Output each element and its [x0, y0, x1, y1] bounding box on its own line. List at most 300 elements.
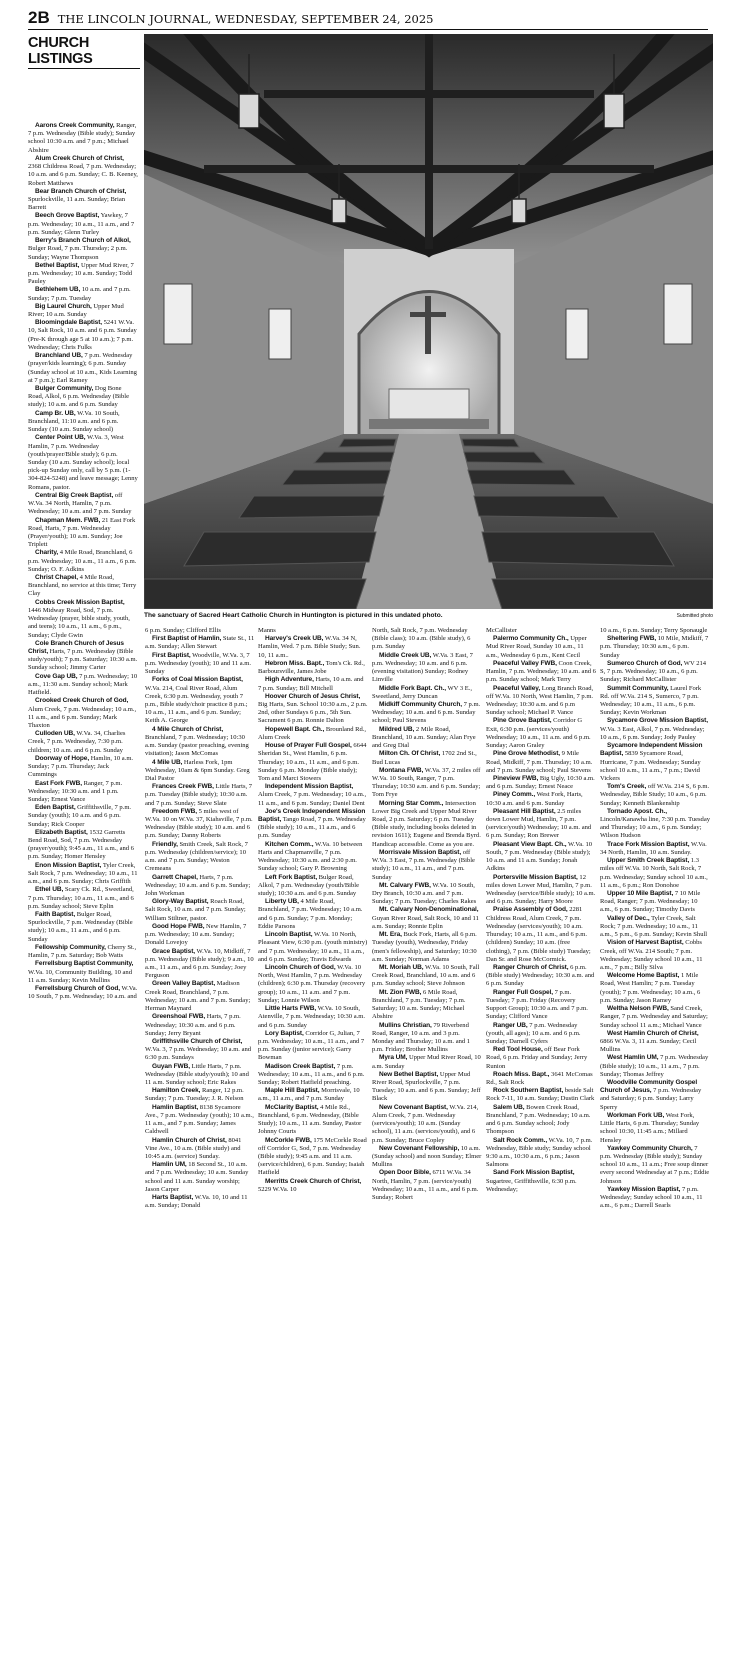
church-listing	[145, 1063, 255, 1088]
church-details: 7 p.m. Wednesday (Bible study); Sunday school 10 a.m., 11 a.m.; Free soup dinner every second Wednesday at 7 p.m.; Eddie Johnson	[600, 1144, 710, 1185]
church-listing	[372, 849, 482, 882]
church-listing	[145, 1013, 255, 1038]
church-listing	[258, 1030, 368, 1063]
church-listing	[372, 726, 482, 751]
church-details: W.Va. 10 between Harts and Chapmanville, 7 p.m. Wednesday; 10:30 a.m. and 2:30 p.m. Sunday school; Gary P. Browning	[258, 840, 363, 873]
church-details: 4 Mile Rd., Branchland, 6 p.m. Wednesday, (Bible Study); 10 a.m., 11 a.m. Sunday, Pastor Johnny Courts	[258, 1103, 362, 1136]
church-listing	[486, 906, 596, 964]
church-details: off W.Va. 34 North, Hamlin, 7 p.m. Wednesday; 10 a.m. and 7 p.m. Sunday	[28, 491, 132, 516]
church-name: Sycamore Grove Mission Baptist,	[607, 717, 708, 725]
church-listing	[486, 808, 596, 841]
church-details: 10 Mile, Midkiff, 7 p.m. Thursday; 10:30 a.m., 6 p.m. Sunday	[600, 635, 709, 659]
church-listing	[145, 652, 255, 677]
church-listing	[600, 972, 710, 1005]
church-listing	[486, 1104, 596, 1137]
church-name: House of Prayer Full Gospel,	[265, 742, 352, 750]
church-details: Little Harts, 7 p.m. Wednesday (Bible study/youth); 10 and 11 a.m. Sunday school; Eric Rakes	[145, 1062, 249, 1087]
church-name: Faith Baptist,	[35, 911, 76, 918]
church-details: 4 Mile Road, Branchland, 7 p.m. Wednesday; 10 a.m. and 6 p.m. Sunday; 7 p.m. Monday; Eddie Parsons	[258, 898, 363, 930]
church-listing	[258, 841, 368, 874]
church-name: Eden Baptist,	[35, 804, 76, 812]
church-details: W.Va. 10, 10 and 11 a.m. Sunday; Donald	[145, 1194, 248, 1210]
church-details: Tom's Ck. Rd., Barboursville, James Jobe	[258, 659, 365, 676]
church-details: 7 p.m. Wednesday; 10 a.m., 11 a.m., and 6 p.m. Sunday; Robert Hatfield preaching.	[258, 1062, 365, 1087]
church-details: 5229 W.Va. 10	[258, 1185, 297, 1193]
church-details: Big Ugly, 10:30 a.m. and 6 p.m. Sunday; Ernest Neace	[486, 774, 595, 791]
church-name: Independent Mission Baptist,	[265, 783, 354, 791]
church-listing	[258, 898, 368, 931]
church-details: State St., 11 a.m. Sunday; Allen Stewart	[145, 635, 255, 651]
church-name: Center Point UB,	[35, 434, 86, 442]
church-listing	[600, 1145, 710, 1186]
church-details: WV 214 S, 7 p.m. Wednesday; 10 a.m., 6 p.m. Sunday; Richard McCallister	[600, 659, 707, 684]
church-listing	[145, 1161, 255, 1194]
church-name: Hebron Miss. Bapt.,	[265, 659, 325, 667]
listing-column-6	[600, 627, 710, 1650]
church-name: Pleasant Hill Baptist,	[493, 807, 556, 815]
church-name: Upper 10 Mile Baptist,	[607, 890, 674, 897]
church-details: W.Va. 3 East, 7 p.m. Wednesday; 10 a.m. and 6 p.m. (evening visitation) Sunday; Rodney Linville	[372, 651, 473, 684]
church-details: 2281 Childress Road, Alum Creek, 7 p.m. Wednesday (services/youth); 10 a.m. Thursday; 10 a.m., 11 a.m., and 6 p.m. (children) Sunday; 10 a.m. (free clothing), 7 p.m. (Bible study) Tuesday; Dan Sr. and Rose McCormick.	[486, 906, 591, 963]
church-name: Left Fork Baptist,	[265, 873, 318, 881]
church-name: Friendly,	[152, 840, 178, 848]
church-listing	[372, 1071, 482, 1104]
church-details: McCallister	[486, 627, 517, 634]
church-name: McCorkle FWB,	[265, 1136, 312, 1144]
church-details: Long Branch Road, off W.Va. 10 North, West Hamlin, 7 p.m. Wednesday; 10:30 a.m. and 6 p.m Sunday school; Michael P. Vance	[486, 684, 594, 717]
church-listing	[600, 1079, 710, 1112]
church-listing	[372, 989, 482, 1022]
church-listing	[145, 980, 255, 1013]
church-listing	[372, 800, 482, 849]
church-listing	[28, 434, 138, 492]
church-details: Ranger, 7 p.m. Wednesday (Bible study); Sunday school 10:30 a.m. and 7 p.m.; Michael Abshire	[28, 122, 137, 154]
sanctuary-photo	[144, 34, 713, 609]
church-name: Harts Baptist,	[152, 1194, 194, 1202]
church-name: High Adventure,	[265, 676, 314, 684]
church-name: Workman Fork UB,	[607, 1111, 665, 1119]
church-name: Ranger UB,	[493, 1021, 528, 1029]
church-listing	[372, 882, 482, 907]
church-name: Vision of Harvest Baptist,	[607, 939, 684, 947]
church-listing	[28, 262, 138, 287]
church-listing	[145, 1194, 255, 1210]
church-name: Big Laurel Church,	[35, 302, 92, 310]
church-listing	[28, 286, 138, 302]
church-listing	[145, 726, 255, 759]
church-listing	[28, 549, 138, 574]
church-details: WV 3 E., Sweetland, Jerry Duncan	[372, 684, 473, 700]
church-name: Tornado Apost. Ch.,	[607, 807, 667, 815]
church-details: Corridor G Exit, 6:30 p.m. (services/youth) Wednesday; 10 a.m., 11 a.m. and 6 p.m. Sunday; Aaron Graley	[486, 717, 591, 750]
church-listing	[258, 742, 368, 783]
church-name: Hamlin Baptist,	[152, 1103, 199, 1111]
church-details: 7 p.m. Wednesday (youth, all ages); 10 a.m. and 6 p.m. Sunday; Darnell Cyfers	[486, 1021, 581, 1045]
church-listing	[372, 1104, 482, 1145]
church-listing	[28, 829, 138, 862]
church-listing	[600, 1005, 710, 1030]
church-name: Chapman Mem. FWB,	[35, 516, 101, 524]
church-name: Mt. Calvary FWB,	[379, 881, 431, 889]
church-details: 10 a.m. (Sunday school) and noon Sunday; Elmer Mullins	[372, 1144, 482, 1169]
church-name: Crooked Creek Church of God,	[35, 697, 129, 705]
church-details: Spurlockville, 11 a.m. Sunday; Brian Barrett	[28, 195, 126, 212]
church-listing	[258, 931, 368, 964]
church-details: off W.Va. 3 East, 7 p.m. Wednesday (Bible study); 10 a.m., 11 a.m., and 7 p.m. Sunday	[372, 848, 475, 881]
church-listing	[28, 886, 138, 911]
church-listing	[28, 944, 138, 960]
church-details: W.Va. 3, 7 p.m. Wednesday; 10 a.m. and 6:30 p.m. Sundays	[145, 1046, 252, 1062]
church-details: 7 p.m. Wednesday (prayer/kids learning); 6 p.m. Sunday (Sunday school at 10 a.m., Kids Learning at 7 p.m.); Earl Ramey	[28, 352, 137, 384]
church-details: Griffithsville, 7 p.m. Sunday (youth); 10 a.m. and 6 p.m. Sunday; Rick Cooper	[28, 804, 132, 828]
church-details: 2368 Childress Road, 7 p.m. Wednesday; 10 a.m. and 6 p.m. Sunday; C. B. Keeney, Robert Matthews	[28, 163, 138, 187]
masthead	[28, 8, 708, 28]
church-details: Brounland Rd., Alum Creek	[258, 725, 367, 741]
church-name: Welcome Home Baptist,	[607, 972, 680, 980]
church-details: W.Va. 10 South, 7 p.m. Wednesday; 10 a.m. and	[28, 984, 138, 1001]
church-details: W.Va. 37, 2 miles off W.Va. 10 South, Ranger, 7 p.m. Thursday; 10:30 a.m. and 6 p.m. Sunday; Tom Frye	[372, 766, 481, 799]
church-listing	[372, 627, 482, 652]
church-details: W.Va. 3 East, Alkol, 7 p.m. Wednesday; 10 a.m., 6 p.m. Sunday; Jody Pauley	[600, 725, 705, 741]
church-listing	[258, 783, 368, 808]
church-listing	[486, 964, 596, 989]
church-name: Trace Fork Mission Baptist,	[607, 840, 690, 848]
church-details: 10 a.m., 6 p.m. Sunday; Terry Sponaugle	[600, 627, 708, 634]
church-details: 2.5 miles down Lower Mud, Hamlin, 7 p.m. (service/youth) Wednesday; 10 a.m. and 6 p.m. Sunday; Ron Brewer	[486, 807, 592, 840]
church-details: 5241 W.Va. 10, Salt Rock, 10 a.m. and 6 p.m. Sunday (Pre-K through age 5 at 10 a.m.); 7 p.m. Wednesday; Chris Fulks	[28, 319, 137, 351]
listing-column-2	[145, 627, 255, 1650]
church-details: 1702 2nd St., Bud Lucas	[372, 750, 477, 766]
church-details: Upper Mud River; 10 a.m. Sunday	[28, 302, 124, 319]
church-name: Harvey's Creek UB,	[265, 635, 324, 643]
church-listing	[258, 1178, 368, 1194]
church-name: Mt. Zion FWB,	[379, 988, 422, 996]
church-listing	[28, 640, 138, 673]
church-listing	[372, 906, 482, 931]
church-details: 1446 Midway Road, Sod, 7 p.m. Wednesday (prayer, bible study, youth, and teens); 10 a.m., 11 a.m., 6 p.m., Sunday; Clyde Gwin	[28, 606, 130, 639]
church-name: Myra UM,	[379, 1054, 408, 1062]
church-name: Ethel UB,	[35, 886, 64, 894]
church-name: New Bethel Baptist,	[379, 1070, 439, 1078]
church-name: Ranger Full Gospel,	[493, 988, 553, 996]
church-details: Yawkey, 7 p.m. Wednesday; 10 a.m., 11 a.m., and 7 p.m. Sunday; Glenn Turley	[28, 212, 135, 236]
church-details: 4 Mile Road, Branchland, 6 p.m. Wednesday; 10 a.m., 11 a.m., 6 p.m. Sunday; O. F. Adkins	[28, 549, 137, 573]
church-listing	[372, 1054, 482, 1070]
church-name: Camp Br. UB,	[35, 409, 76, 417]
church-listing	[600, 1054, 710, 1079]
church-details: Harts, 7 p.m. Wednesday; 10:30 a.m. and 6 p.m. Sunday; Jerry Bryant	[145, 1013, 241, 1037]
church-name: Lincoln Church of God,	[265, 963, 336, 971]
church-name: Sheltering FWB,	[607, 635, 657, 643]
church-details: 8138 Sycamore Ave., 7 p.m. Wednesday (youth); 10 a.m., 11 a.m., and 7 p.m. Sunday; James Caldwell	[145, 1103, 254, 1136]
church-name: Frances Creek FWB,	[152, 783, 214, 791]
church-listing	[486, 1087, 596, 1103]
church-listing	[372, 767, 482, 800]
church-details: Hamlin, 10 a.m. Sunday; 7 p.m. Thursday; Jack Cummings	[28, 754, 134, 779]
church-name: Green Valley Baptist,	[152, 980, 216, 988]
church-name: Hamlin UM,	[152, 1161, 187, 1169]
church-listing	[372, 685, 482, 701]
church-details: 7 p.m. Wednesday and Saturday; 6 p.m. Sunday; Larry Sperry	[600, 1087, 702, 1111]
church-name: Yawkey Community Church,	[607, 1144, 693, 1152]
church-name: Bulger Community,	[35, 385, 94, 392]
church-details: Bulger Road, Spurlockville, 7 p.m. Wednesday (Bible study); 10 a.m., 11 a.m., and 6 p.m. Sunday	[28, 911, 133, 943]
church-name: Liberty UB,	[265, 898, 299, 906]
church-listing	[486, 635, 596, 660]
church-details: 3641 McComas Rd., Salt Rock	[486, 1070, 593, 1087]
church-details: W.Va. 10 South, Fall Creek Road, Branchland, 10 a.m. and 6 p.m. Sunday school; Steve Johnson	[372, 963, 480, 988]
church-details: 6 p.m. Sunday; Clifford Ellis	[145, 627, 221, 634]
church-name: Pine Grove Methodist,	[493, 750, 561, 758]
church-name: 4 Mile Church of Christ,	[152, 725, 224, 733]
church-name: Maple Hill Baptist,	[265, 1087, 320, 1095]
church-listing	[28, 730, 138, 755]
church-listing	[600, 857, 710, 890]
church-name: Kitchen Comm.,	[265, 840, 314, 848]
church-name: Little Harts FWB,	[265, 1005, 317, 1013]
church-details: Alum Creek, 7 p.m. Wednesday; 10 a.m., 11 a.m., and 6 p.m. Sunday; Mark Thaxton	[28, 705, 137, 729]
church-details: W.Va. 34, Charlies Creek, 7 p.m. Wednesday, 7:30 p.m. children; 10 a.m. and 6 p.m. Sunday	[28, 730, 126, 754]
church-name: Glory-Way Baptist,	[152, 898, 209, 906]
church-listing	[258, 676, 368, 692]
church-details: Bowen Creek Road, Branchland, 7 p.m. Wednesday; 10 a.m. and 6 p.m. Sunday school; Jody Thompson	[486, 1103, 591, 1136]
church-name: Mildred UB,	[379, 725, 415, 733]
church-name: Bethel Baptist,	[35, 261, 80, 269]
page-number: 2B	[28, 8, 50, 27]
church-name: Mt. Era,	[379, 931, 402, 939]
church-name: Sumerco Church of God,	[607, 659, 683, 667]
church-listing	[486, 627, 596, 635]
church-details: 7 p.m. Wednesday; 10 a.m. and 6 p.m. Sunday school; Paul Stevens	[372, 700, 481, 725]
church-name: Cove Gap UB,	[35, 672, 78, 680]
church-details: Coon Creek, Hamlin, 7 p.m. Wednesday; 10 a.m. and 6 p.m. Sunday school; Mark Terry	[486, 659, 596, 684]
church-listing	[486, 750, 596, 775]
church-name: Bear Branch Church of Christ,	[35, 187, 127, 195]
church-name: Sand Fork Mission Baptist,	[493, 1169, 575, 1177]
church-details: 1.3 miles off W.Va. 10 North, Salt Rock, 7 p.m. Wednesday; Sunday school 10 a.m., 11 a.m., 6 p.m.; Ron Donohoe	[600, 857, 708, 889]
church-name: Joe's Creek Independent Mission Baptist,	[258, 807, 366, 824]
church-listing	[145, 1104, 255, 1137]
church-details: Manns	[258, 627, 276, 634]
church-details: 6711 W.Va. 34 North, Hamlin, 7 p.m. (service/youth) Wednesday; 10 a.m., 11 a.m., and 6 p.m. Sunday; Robert	[372, 1169, 479, 1202]
church-listing	[258, 1104, 368, 1137]
church-listing	[486, 1169, 596, 1194]
church-details: W.Va. 34 North, Hamlin, 10 a.m. Sunday.	[600, 840, 707, 856]
church-name: Berry's Branch Church of Alkol,	[35, 237, 131, 245]
church-name: Open Door Bible,	[379, 1169, 431, 1177]
church-name: New Covenant Baptist,	[379, 1103, 448, 1111]
church-listing	[258, 660, 368, 676]
church-details: Smith Creek, Salt Rock, 7 p.m. Wednesday (children/service); 10 a.m. and 7 p.m. Sunday; Weston Cremeans	[145, 840, 248, 873]
church-name: Salt Rock Comm.,	[493, 1136, 548, 1144]
church-name: Freedom FWB,	[152, 807, 197, 815]
church-name: West Hamlin UM,	[607, 1054, 659, 1062]
church-name: Woodville Community Gospel Church of Jesus,	[600, 1079, 698, 1095]
church-details: Guyan River Road, Salt Rock, 10 and 11 a.m. Sunday; Ronnie Eplin	[372, 914, 479, 930]
church-name: Elizabeth Baptist,	[35, 828, 88, 836]
church-listing	[28, 352, 138, 385]
church-name: Guyan FWB,	[152, 1062, 190, 1070]
church-listing	[28, 755, 138, 780]
church-details: Ranger, 7 p.m. Wednesday; 10:30 a.m. and 1 p.m. Sunday; Ernest Vance	[28, 779, 123, 803]
church-listing	[28, 492, 138, 517]
church-name: Roach Miss. Bapt.,	[493, 1070, 550, 1078]
church-details: W.Va. 3, West Hamlin, 7 p.m. Wednesday (youth/prayer/Bible study); 6 p.m. Sunday (10 a.m. Sunday school); local pick-up Sunday only, call by 5 p.m. (1-304-824-5248) and leave message; Lenny Romans, pastor.	[28, 434, 138, 491]
church-details: beside Salt Rock 7-11, 10 a.m. Sunday; Dustin Clark	[486, 1087, 595, 1103]
church-name: West Hamlin Church of Christ,	[607, 1029, 699, 1037]
church-listing	[28, 155, 138, 188]
church-listing	[145, 874, 255, 899]
church-details: 5 miles west of W.Va. 10 on W.Va. 37, Kiahsville, 7 p.m. Wednesday (Bible study); 10 a.m. and 6 p.m. Sunday; Danny Roberts	[145, 807, 253, 840]
church-details: West Fork, Harts, 10:30 a.m. and 6 p.m. Sunday	[486, 791, 583, 807]
church-details: W.Va. 34 N, Hamlin, Wed. 7 p.m. Bible Study; Sun. 10, 11 a.m..	[258, 635, 361, 659]
church-listing	[145, 923, 255, 948]
church-listing	[372, 931, 482, 964]
church-listing	[145, 676, 255, 725]
church-listing	[486, 841, 596, 874]
church-listing	[372, 652, 482, 685]
church-details: 7 p.m. Tuesday; 7 p.m. Friday (Recovery Support Group); 10:30 a.m. and 7 p.m. Sunday; Clifford Vance	[486, 988, 588, 1021]
church-name: Morrisvale Mission Baptist,	[379, 848, 462, 856]
church-listing	[600, 660, 710, 685]
church-name: Cole Branch Church of Jesus Christ,	[28, 639, 124, 655]
church-listing	[600, 1112, 710, 1145]
church-listing	[486, 1071, 596, 1087]
church-details: Little Harts, 7 p.m. Tuesday (Bible study); 10:30 a.m. and 7 p.m. Sunday; Steve Slate	[145, 783, 253, 807]
photo-credit: Submitted photo	[676, 613, 713, 619]
sanctuary-illustration	[144, 34, 713, 609]
church-details: off Bear Fork Road, 6 p.m. Friday and Sunday; Jerry Runion	[486, 1046, 588, 1070]
church-details: 6 p.m. (Bible study) Wednesday; 10:30 a.m. and 6 p.m. Sunday	[486, 963, 595, 988]
church-listing	[28, 385, 138, 410]
church-listing	[145, 898, 255, 923]
church-name: Mt. Calvary Non-Denominational,	[379, 906, 479, 914]
photo-caption	[144, 612, 713, 619]
church-details: W.Va. 10 South, Dry Branch, 10:30 a.m. and 7 p.m. Sunday; 7 p.m. Tuesday; Charles Rakes	[372, 881, 477, 906]
church-listing	[28, 517, 138, 550]
church-listing	[600, 1186, 710, 1211]
church-name: Ferrellsburg Baptist Community,	[35, 960, 134, 968]
church-name: Enon Mission Baptist,	[35, 861, 102, 869]
church-name: Middle Creek UB,	[379, 651, 432, 659]
church-name: Salem UB,	[493, 1103, 525, 1111]
church-details: Woodville, W.Va. 3, 7 p.m. Wednesday (youth); 10 and 11 a.m. Sunday	[145, 651, 252, 676]
church-name: Hopewell Bapt. Ch.,	[265, 725, 325, 733]
church-name: East Fork FWB,	[35, 779, 82, 787]
listing-column-1	[28, 122, 138, 1650]
church-listing	[145, 948, 255, 981]
church-name: Morning Star Comm.,	[379, 799, 444, 807]
church-details: 4 Mile Road, Branchland, no service at this time; Terry Clay	[28, 574, 137, 598]
church-details: 79 Riverbend Road, Ranger, 10 a.m. and 3 p.m. Monday and Thursday; 10 a.m. and 1 p.m. Friday; Brother Mullins	[372, 1021, 471, 1054]
listing-column-5	[486, 627, 596, 1650]
church-details: Alum Creek, 7 p.m. Wednesday; 10 a.m., 11 a.m., and 6 p.m. Sunday; Daniel Dent	[258, 791, 367, 807]
newspaper-dateline: THE LINCOLN JOURNAL, WEDNESDAY, SEPTEMBER 24, 2025	[57, 12, 434, 26]
church-name: Palermo Community Ch.,	[493, 635, 569, 643]
church-listing	[145, 627, 255, 635]
church-listing	[486, 660, 596, 685]
church-name: Hamlin Church of Christ,	[152, 1136, 227, 1144]
church-listing	[600, 635, 710, 660]
church-listing	[372, 1145, 482, 1170]
church-details: 1532 Garretts Bend Road, Sod, 7 p.m. Wednesday (prayer/youth); 9:45 a.m., 11 a.m., and 6 p.m. Sunday; Homer Hensley	[28, 828, 134, 861]
church-name: First Baptist of Hamlin,	[152, 635, 222, 643]
church-listing	[600, 685, 710, 718]
church-listing	[258, 726, 368, 742]
church-details: W.Va. 10 South, Branchland, 11:10 a.m. and 6 p.m. Sunday (10 a.m. Sunday school)	[28, 409, 120, 434]
church-listing	[28, 319, 138, 352]
masthead-rule	[28, 29, 708, 30]
church-details: 175 McCorkle Road off Corridor G, Sod, 7 p.m. Wednesday (Bible study); 9:45 a.m. and 11 a.m. (service/children), 6 p.m. Sunday; Isaiah Hatfield	[258, 1136, 367, 1177]
church-details: W.Va. 10 North, Pleasant View, 6:30 p.m. (youth ministry) and 7 p.m. Wednesday; 10 a.m., 11 a.m., and 6 p.m. Sunday; Travis Edwards	[258, 931, 368, 963]
church-listing	[28, 574, 138, 599]
church-listing	[28, 804, 138, 829]
church-listing	[28, 862, 138, 887]
church-details: 7 p.m. Wednesday; Sunday school 10 a.m., 11 a.m., 6 p.m.; Darrell Searls	[600, 1185, 703, 1210]
church-name: Central Big Creek Baptist,	[35, 491, 114, 499]
church-details: Upper Mud River Road, 10 a.m. Sunday	[372, 1054, 481, 1070]
church-listing	[28, 673, 138, 698]
church-details: 12 miles down Lower Mud, Hamlin, 7 p.m. Wednesday (service/Bible study); 10 a.m. and 6 p.m. Sunday; Harry Moore	[486, 873, 596, 906]
church-listing	[145, 1137, 255, 1162]
church-listing	[372, 1022, 482, 1055]
church-name: Charity,	[35, 549, 59, 557]
church-name: Grace Baptist,	[152, 947, 195, 955]
church-details: 7 p.m. Wednesday; 10 a.m., 11:30 a.m. Sunday school; Mark Hatfield.	[28, 672, 138, 697]
church-listing	[486, 1137, 596, 1170]
church-details: Roach Road, Salt Rock, 10 a.m. and 7 p.m. Sunday; William Stiltner, pastor.	[145, 898, 246, 922]
church-listing	[28, 122, 138, 155]
church-details: Upper Mud River Road, Spurlockville, 7 p.m. Tuesday; 10 a.m. and 6 p.m. Sunday; Jeff Black	[372, 1070, 481, 1103]
church-name: Fellowship Community,	[35, 943, 106, 951]
church-details: Branchland, 7 p.m. Wednesday; 10:30 a.m. Sunday (pastor preaching, evening visitation); Jason McComas	[145, 733, 249, 758]
church-details: 6 Mile Road, Branchland, 7 p.m. Tuesday; 7 p.m. Saturday; 10 a.m. Sunday; Michael Abshire	[372, 988, 466, 1021]
church-details: Bulger Road, 7 p.m. Thursday; 2 p.m. Sunday; Wayne Thompson	[28, 245, 128, 261]
church-listing	[600, 717, 710, 742]
church-details: 6866 W.Va. 3, 11 a.m. Sunday; Cecil Mullins	[600, 1037, 697, 1054]
church-listing	[600, 841, 710, 857]
section-title: CHURCH LISTINGS	[28, 35, 140, 69]
church-details: Lincoln/Kanawha line, 7:30 p.m. Tuesday and Thursday; 10 a.m., 6 p.m. Sunday; Wilson Hudson	[600, 816, 710, 840]
church-details: W.Va. 10, Midkiff, 7 p.m. Wednesday (Bible study); 9 a.m., 10 a.m., 11 a.m., and 6 p.m. Sunday; Joey Ferguson	[145, 947, 254, 980]
church-name: Merritts Creek Church of Christ,	[265, 1177, 362, 1185]
church-details: 6644 Sheridan St., West Hamlin, 6 p.m. Thursday; 10 a.m., 11 a.m., and 6 p.m. Sunday 6 p.m. Monday (Bible study); Tom and Marci Stowers	[258, 742, 367, 782]
church-name: Greenshoal FWB,	[152, 1013, 206, 1021]
church-name: Lincoln Baptist,	[265, 931, 313, 939]
church-listing	[372, 1169, 482, 1202]
church-name: Aarons Creek Community,	[35, 122, 115, 129]
church-details: 21 East Fork Road, Harts, 7 p.m. Wednesday (Prayer/youth); 10 a.m. Sunday; Joe Triplett	[28, 516, 136, 549]
church-details: Sand Creek, Ranger, 7 p.m. Wednesday and Saturday; Sunday school 11 a.m.; Michael Vance	[600, 1005, 708, 1029]
church-details: Bulger Road, Alkol, 7 p.m. Wednesday (youth/Bible study); 10:30 a.m. and 6 p.m. Sunday	[258, 873, 360, 897]
church-details: Cherry St., Hamlin, 7 p.m. Saturday; Bob Watts	[28, 943, 137, 960]
church-listing	[28, 237, 138, 262]
church-name: Bloomingdale Baptist,	[35, 319, 103, 327]
church-name: Doorway of Hope,	[35, 754, 90, 762]
church-details: Corridor G, Julian, 7 p.m. Wednesday; 10 a.m., 11 a.m., and 7 p.m. Sunday (junior service); Garry Bowman	[258, 1029, 365, 1062]
church-name: 4 Mile UB,	[152, 758, 183, 766]
church-details: 7 10 Mile Road, Ranger; 7 p.m. Wednesday; 10 a.m., 6 p.m. Sunday; Timothy Davis	[600, 890, 701, 914]
church-listing	[258, 874, 368, 899]
church-listing	[600, 783, 710, 808]
church-listing	[258, 808, 368, 841]
church-listing	[486, 791, 596, 807]
church-name: Alum Creek Church of Christ,	[35, 154, 124, 162]
church-name: New Covenant Fellowship,	[379, 1144, 460, 1152]
church-details: Harts, 7 p.m. Wednesday (Bible study/youth); 7 p.m. Saturday; 10:30 a.m. Sunday school; Jimmy Carter	[28, 648, 138, 672]
church-name: Cobbs Creek Mission Baptist,	[35, 598, 125, 606]
church-name: Yawkey Mission Baptist,	[607, 1185, 681, 1193]
